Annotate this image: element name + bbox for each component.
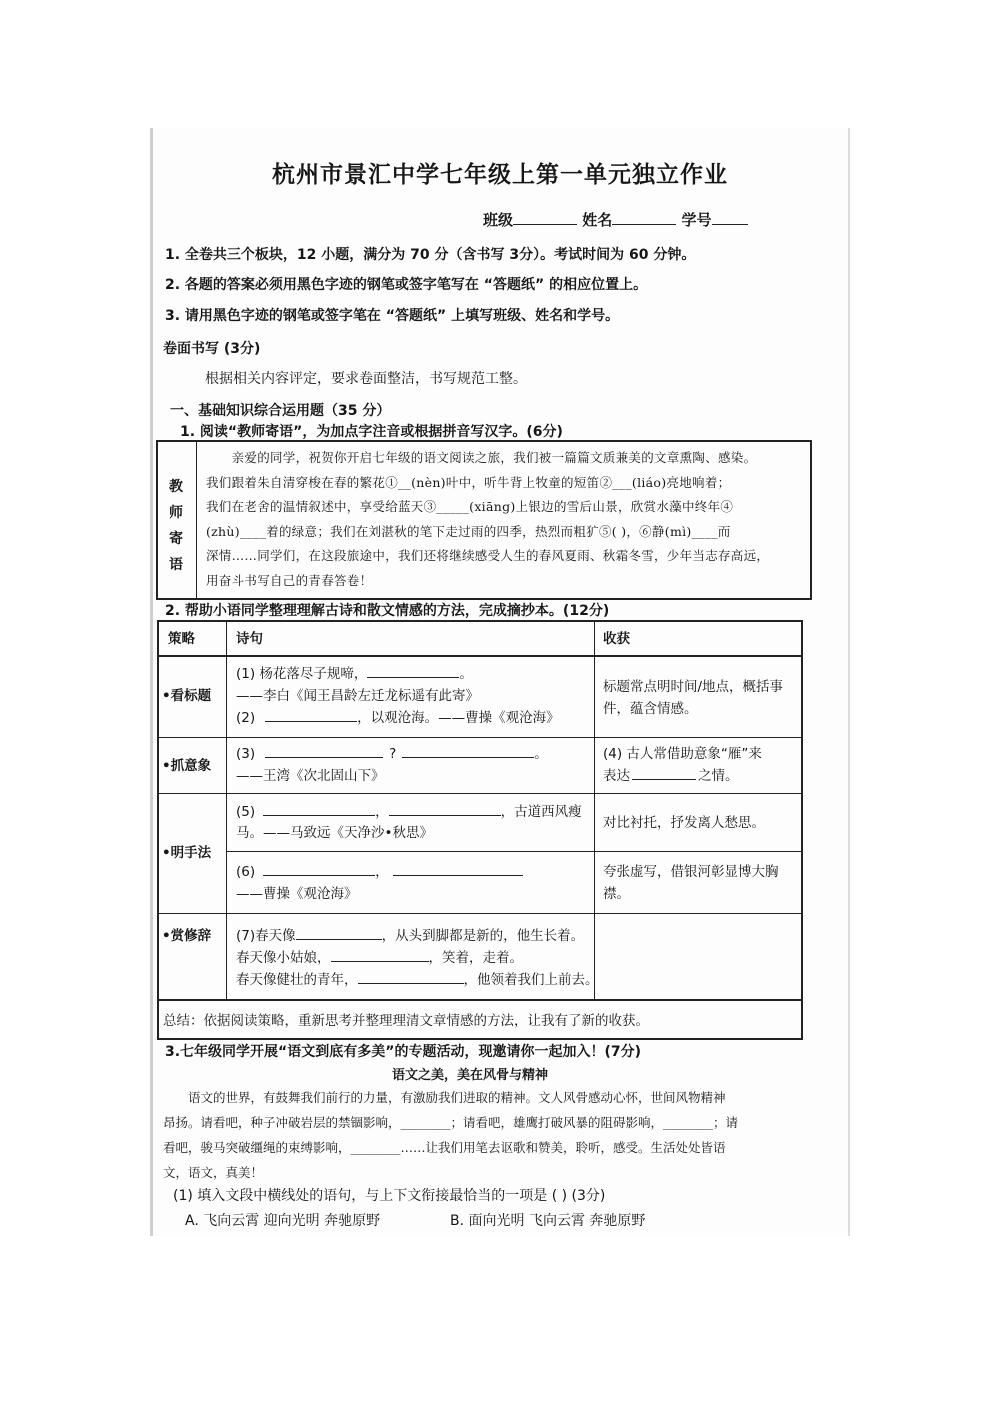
teacher-message-box — [156, 440, 812, 600]
message-line: 亲爱的同学，祝贺你开启七年级的语文阅读之旅，我们被一篇篇文质兼美的文章熏陶、感染。 — [206, 450, 757, 465]
message-line: (zhù)____着的绿意；我们在刘湛秋的笔下走过雨的四季，热烈而粗犷⑤( )，⑥静(mì)____而 — [206, 523, 731, 539]
table-col-rule — [594, 620, 595, 1000]
verse-line — [236, 860, 523, 884]
verse-text: 春天像健壮的青年， — [236, 972, 358, 988]
verse-text: (5) — [236, 804, 256, 820]
name-label: 姓名 — [582, 211, 613, 229]
verse-line — [236, 946, 523, 970]
passage-line: 语文的世界，有鼓舞我们前行的力量，有激励我们进取的精神。文人风骨感动心怀，世间风物精神 — [163, 1090, 726, 1105]
student-info-line — [483, 209, 748, 230]
gain-text: 标题常点明时间/地点，概括事 — [603, 679, 784, 695]
class-label: 班级 — [483, 211, 514, 229]
gain-text: 对比衬托，抒发离人愁思。 — [603, 815, 765, 831]
answer-blank[interactable] — [389, 801, 501, 816]
rule-3: 3. 请用黑色字迹的钢笔或签字笔在 “答题纸” 上填写班级、姓名和学号。 — [165, 308, 620, 324]
verse-source: 马。——马致远《天净沙•秋思》 — [236, 825, 433, 841]
section1-heading: 一、基础知识综合运用题（35 分） — [170, 403, 391, 419]
verse-line — [236, 968, 599, 992]
id-label: 学号 — [681, 211, 712, 229]
strategy-technique: •明手法 — [162, 845, 212, 861]
gain-text: 表达 — [603, 768, 630, 784]
verse-source: ——李白《闻王昌龄左迁龙标遥有此寄》 — [236, 688, 479, 704]
table-rule — [157, 655, 801, 657]
q3-prompt: 3.七年级同学开展“语文到底有多美”的专题活动，现邀请你一起加入！(7分) — [165, 1044, 641, 1060]
answer-blank[interactable] — [263, 861, 375, 876]
message-line: 我们在老舍的温情叙述中，享受给蓝天③_____(xiāng)上银边的雪后山景，欣赏水藻中终年④ — [206, 499, 734, 514]
side-char: 语 — [169, 557, 183, 573]
q3-option-a: A. 飞向云霄 迎向光明 奔驰原野 — [185, 1213, 381, 1229]
verse-line — [236, 706, 560, 730]
gain-text: 件，蕴含情感。 — [603, 701, 698, 717]
class-blank[interactable] — [513, 210, 577, 225]
answer-blank[interactable] — [263, 801, 375, 816]
q3-subtitle: 语文之美，美在风骨与精神 — [392, 1068, 549, 1083]
writing-heading: 卷面书写 (3分) — [163, 341, 261, 357]
verse-text: (7)春天像 — [236, 928, 296, 944]
answer-blank[interactable] — [632, 765, 696, 780]
message-line: 深情……同学们，在这段旅途中，我们还将继续感受人生的春风夏雨、秋霜冬雪，少年当志存高远， — [206, 548, 770, 563]
answer-blank[interactable] — [358, 969, 464, 984]
verse-text: ? — [389, 746, 397, 762]
verse-line — [236, 662, 473, 686]
verse-text: ，从头到脚都是新的，他生长着。 — [381, 928, 585, 944]
strategy-imagery: •抓意象 — [162, 758, 212, 774]
verse-text: ， — [375, 804, 389, 820]
q3-option-b: B. 面向光明 飞向云霄 奔驰原野 — [450, 1213, 646, 1229]
answer-blank[interactable] — [402, 743, 534, 758]
answer-blank[interactable] — [296, 925, 382, 940]
table-summary: 总结：依据阅读策略，重新思考并整理理清文章情感的方法，让我有了新的收获。 — [163, 1013, 649, 1029]
verse-line — [236, 742, 548, 766]
page-title: 杭州市景汇中学七年级上第一单元独立作业 — [272, 161, 728, 188]
verse-text: 。 — [534, 746, 548, 762]
scan-edge — [150, 128, 153, 1236]
verse-text: ，以观沧海。——曹操《观沧海》 — [357, 710, 560, 726]
passage-line: 看吧，骏马突破缰绳的束缚影响，________……让我们用笔去讴歌和赞美，聆听，感受。生活处处皆语 — [163, 1140, 726, 1155]
verse-text: 。 — [459, 666, 473, 682]
answer-blank[interactable] — [393, 861, 523, 876]
strategy-rhetoric: •赏修辞 — [162, 928, 212, 944]
gain-text: 襟。 — [603, 886, 630, 902]
verse-text: 春天像小姑娘， — [236, 950, 331, 966]
verse-text: ，他领着我们上前去。 — [463, 972, 599, 988]
verse-text: ，笑着，走着。 — [428, 950, 523, 966]
answer-blank[interactable] — [265, 743, 383, 758]
rule-2: 2. 各题的答案必须用黑色字迹的钢笔或签字笔写在 “答题纸” 的相应位置上。 — [165, 277, 648, 293]
verse-text: (6) — [236, 864, 256, 880]
table-rule — [157, 999, 801, 1001]
gain-text: 之情。 — [698, 768, 739, 784]
table-rule — [157, 793, 801, 794]
table-rule — [227, 851, 801, 852]
table-rule — [157, 737, 801, 738]
verse-text: (2) — [236, 710, 256, 726]
passage-line: 文，语文，真美！ — [163, 1165, 264, 1180]
verse-text: (1) 杨花落尽子规啼， — [236, 666, 368, 682]
verse-line — [236, 924, 584, 948]
message-line: 用奋斗书写自己的青春答卷！ — [206, 572, 373, 588]
q2-prompt: 2. 帮助小语同学整理理解古诗和散文情感的方法，完成摘抄本。(12分) — [165, 603, 610, 619]
gain-text: (4) 古人常借助意象“雁”来 — [603, 746, 762, 762]
verse-source: ——王湾《次北固山下》 — [236, 768, 385, 784]
teacher-message-text — [206, 446, 802, 593]
answer-blank[interactable] — [367, 663, 459, 678]
gain-text: 夸张虚写，借银河彰显博大胸 — [603, 864, 779, 880]
q1-prompt: 1. 阅读“教师寄语”，为加点字注音或根据拼音写汉字。(6分) — [180, 424, 563, 440]
verse-source: ——曹操《观沧海》 — [236, 886, 358, 902]
rule-1: 1. 全卷共三个板块，12 小题，满分为 70 分（含书写 3分）。考试时间为 60 分钟。 — [165, 247, 696, 263]
id-blank[interactable] — [712, 210, 748, 225]
header-gain: 收获 — [603, 631, 630, 647]
side-char: 教 — [169, 479, 183, 495]
header-strategy: 策略 — [168, 631, 195, 647]
table-rule — [157, 913, 801, 914]
table-col-rule — [226, 620, 227, 1000]
passage-line: 昂扬。请看吧，种子冲破岩层的禁锢影响，________；请看吧，雄鹰打破风暴的阻碍影响，________；请 — [163, 1115, 739, 1130]
gain-text — [603, 764, 739, 788]
answer-blank[interactable] — [331, 947, 429, 962]
header-verse: 诗句 — [236, 631, 263, 647]
side-char: 师 — [169, 505, 183, 521]
verse-text: ， — [375, 864, 389, 880]
strategy-title: •看标题 — [162, 688, 212, 704]
message-line: 我们跟着朱自清穿梭在春的繁花①__(nèn)叶中，听牛背上牧童的短笛②___(liáo)亮地响着； — [206, 474, 731, 490]
verse-text: ，古道西风瘦 — [500, 804, 582, 820]
verse-text: (3) — [236, 746, 256, 762]
side-char: 寄 — [169, 531, 183, 547]
answer-blank[interactable] — [265, 707, 357, 722]
teacher-message-side — [158, 442, 197, 598]
writing-desc: 根据相关内容评定，要求卷面整洁，书写规范工整。 — [205, 371, 527, 387]
q3-passage — [163, 1085, 813, 1185]
q3-sub1: (1) 填入文段中横线处的语句，与上下文衔接最恰当的一项是 ( ) (3分) — [173, 1188, 606, 1204]
name-blank[interactable] — [612, 210, 676, 225]
